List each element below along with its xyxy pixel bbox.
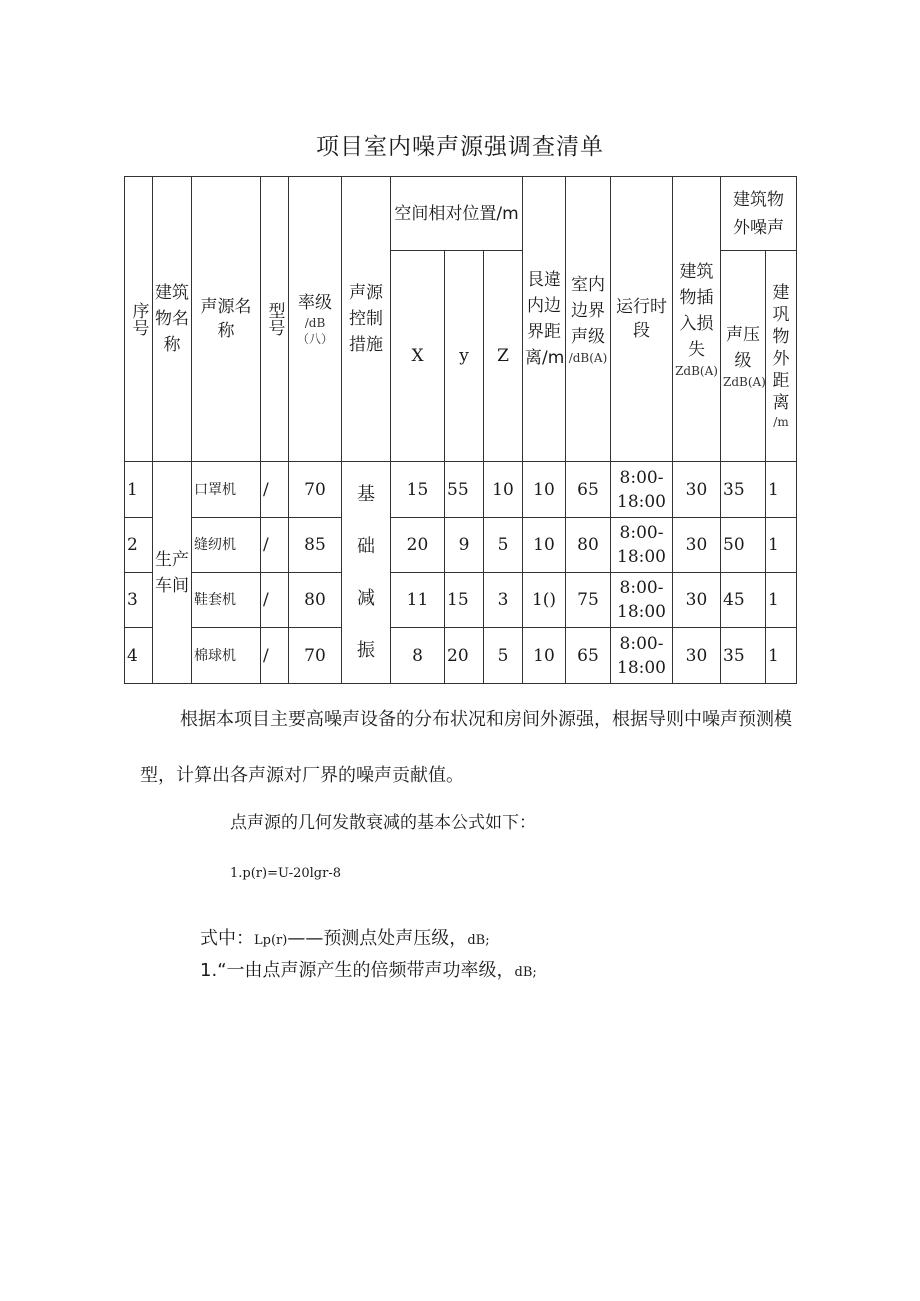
body-paragraph: 根据本项目主要高噪声设备的分布状况和房间外源强，根据导则中噪声预测模型，计算出各声源对厂界的噪声贡献值。: [140, 709, 792, 786]
item-line-1: 1.“一由点声源产生的倍频带声功率级，dB;: [200, 960, 537, 981]
header-x: X: [391, 251, 445, 462]
header-indoor-level: 室内边界声级 /dB(A): [566, 177, 611, 462]
building-name-cell: 生产车间: [153, 462, 192, 684]
header-y: y: [445, 251, 484, 462]
noise-source-table: [124, 176, 797, 684]
header-insertion-loss: 建筑物插入损失 ZdB(A): [673, 177, 721, 462]
header-outside-dist: 建巩物外距离 /m: [766, 251, 797, 462]
header-source: 声源名称: [192, 177, 261, 462]
control-measure-cell: 基 础 减 振: [342, 462, 391, 684]
header-seq: 序号: [125, 177, 153, 462]
header-model: 型号: [261, 177, 289, 462]
table-row: 1 生产车间 口罩机 / 70 基 础 减 振 15 55 10 10 65 8:00- 18:00 30 35 1: [125, 462, 797, 518]
header-z: Z: [484, 251, 523, 462]
table-row: 4 棉球机 / 70 8 20 5 10 65 8:00- 18:00 30 35 1: [125, 628, 797, 684]
where-line: 式中：Lp(r)——预测点处声压级，dB;: [200, 928, 490, 949]
formula-label: 点声源的几何发散衰减的基本公式如下：: [230, 813, 536, 833]
table-row: 3 鞋套机 / 80 11 15 3 1() 75 8:00- 18:00 30 45 1: [125, 573, 797, 628]
header-run-time: 运行时段: [611, 177, 673, 462]
table-row: 2 缝纫机 / 85 20 9 5 10 80 8:00- 18:00 30 50 1: [125, 518, 797, 573]
page-title: 项目室内噪声源强调查清单: [316, 134, 604, 160]
header-control: 声源控制措施: [342, 177, 391, 462]
formula: 1.p(r)=U-20lgr-8: [230, 866, 341, 881]
header-position: 空间相对位置/m: [391, 177, 523, 251]
header-power-level: 率级 /dB（八）: [289, 177, 342, 462]
header-building: 建筑物名称: [153, 177, 192, 462]
header-outside-noise: 建筑物外噪声: [721, 177, 797, 251]
header-spl: 声压级 ZdB(A): [721, 251, 766, 462]
header-boundary-dist: 艮違内边界距离/m: [523, 177, 566, 462]
